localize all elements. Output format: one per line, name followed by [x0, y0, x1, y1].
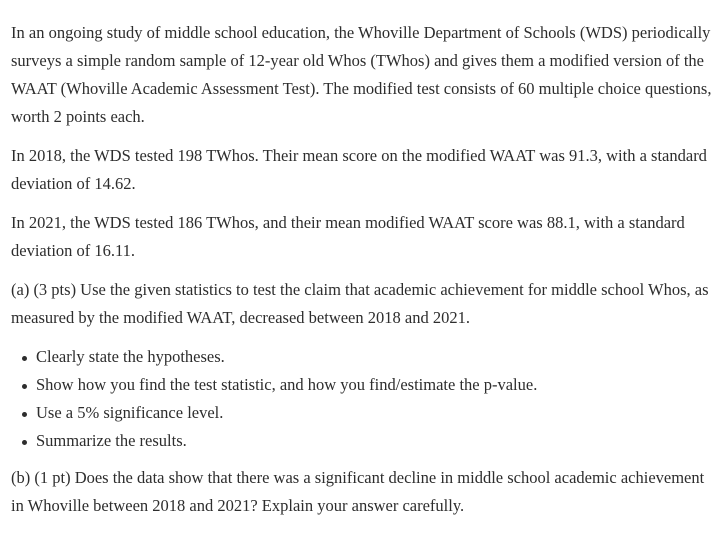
- part-a-question: (a) (3 pts) Use the given statistics to test the claim that academic achievement for middle school Whos, as measured by the modified WAAT, decreased between 2018 and 2021.: [11, 280, 709, 327]
- data-2018-paragraph: In 2018, the WDS tested 198 TWhos. Their mean score on the modified WAAT was 91.3, with a standard deviation of 14.62.: [11, 146, 707, 193]
- list-item: Clearly state the hypotheses.: [36, 343, 713, 371]
- list-item: Show how you find the test statistic, and how you find/estimate the p-value.: [36, 371, 713, 399]
- intro-paragraph: In an ongoing study of middle school education, the Whoville Department of Schools (WDS) periodically surveys a simple random sample of 12-year old Whos (TWhos) and gives them a modified version of the WAAT (Whoville Academic Assessment Test). The modified test consists of 60 multiple choice questions, worth 2 points each.: [11, 23, 712, 126]
- part-b-question: (b) (1 pt) Does the data show that there was a significant decline in middle school academic achievement in Whoville between 2018 and 2021? Explain your answer carefully.: [11, 468, 705, 515]
- list-item: Use a 5% significance level.: [36, 399, 713, 427]
- data-2021-paragraph: In 2021, the WDS tested 186 TWhos, and their mean modified WAAT score was 88.1, with a standard deviation of 16.11.: [11, 213, 685, 260]
- requirements-list: [11, 343, 713, 455]
- list-item: Summarize the results.: [36, 427, 713, 455]
